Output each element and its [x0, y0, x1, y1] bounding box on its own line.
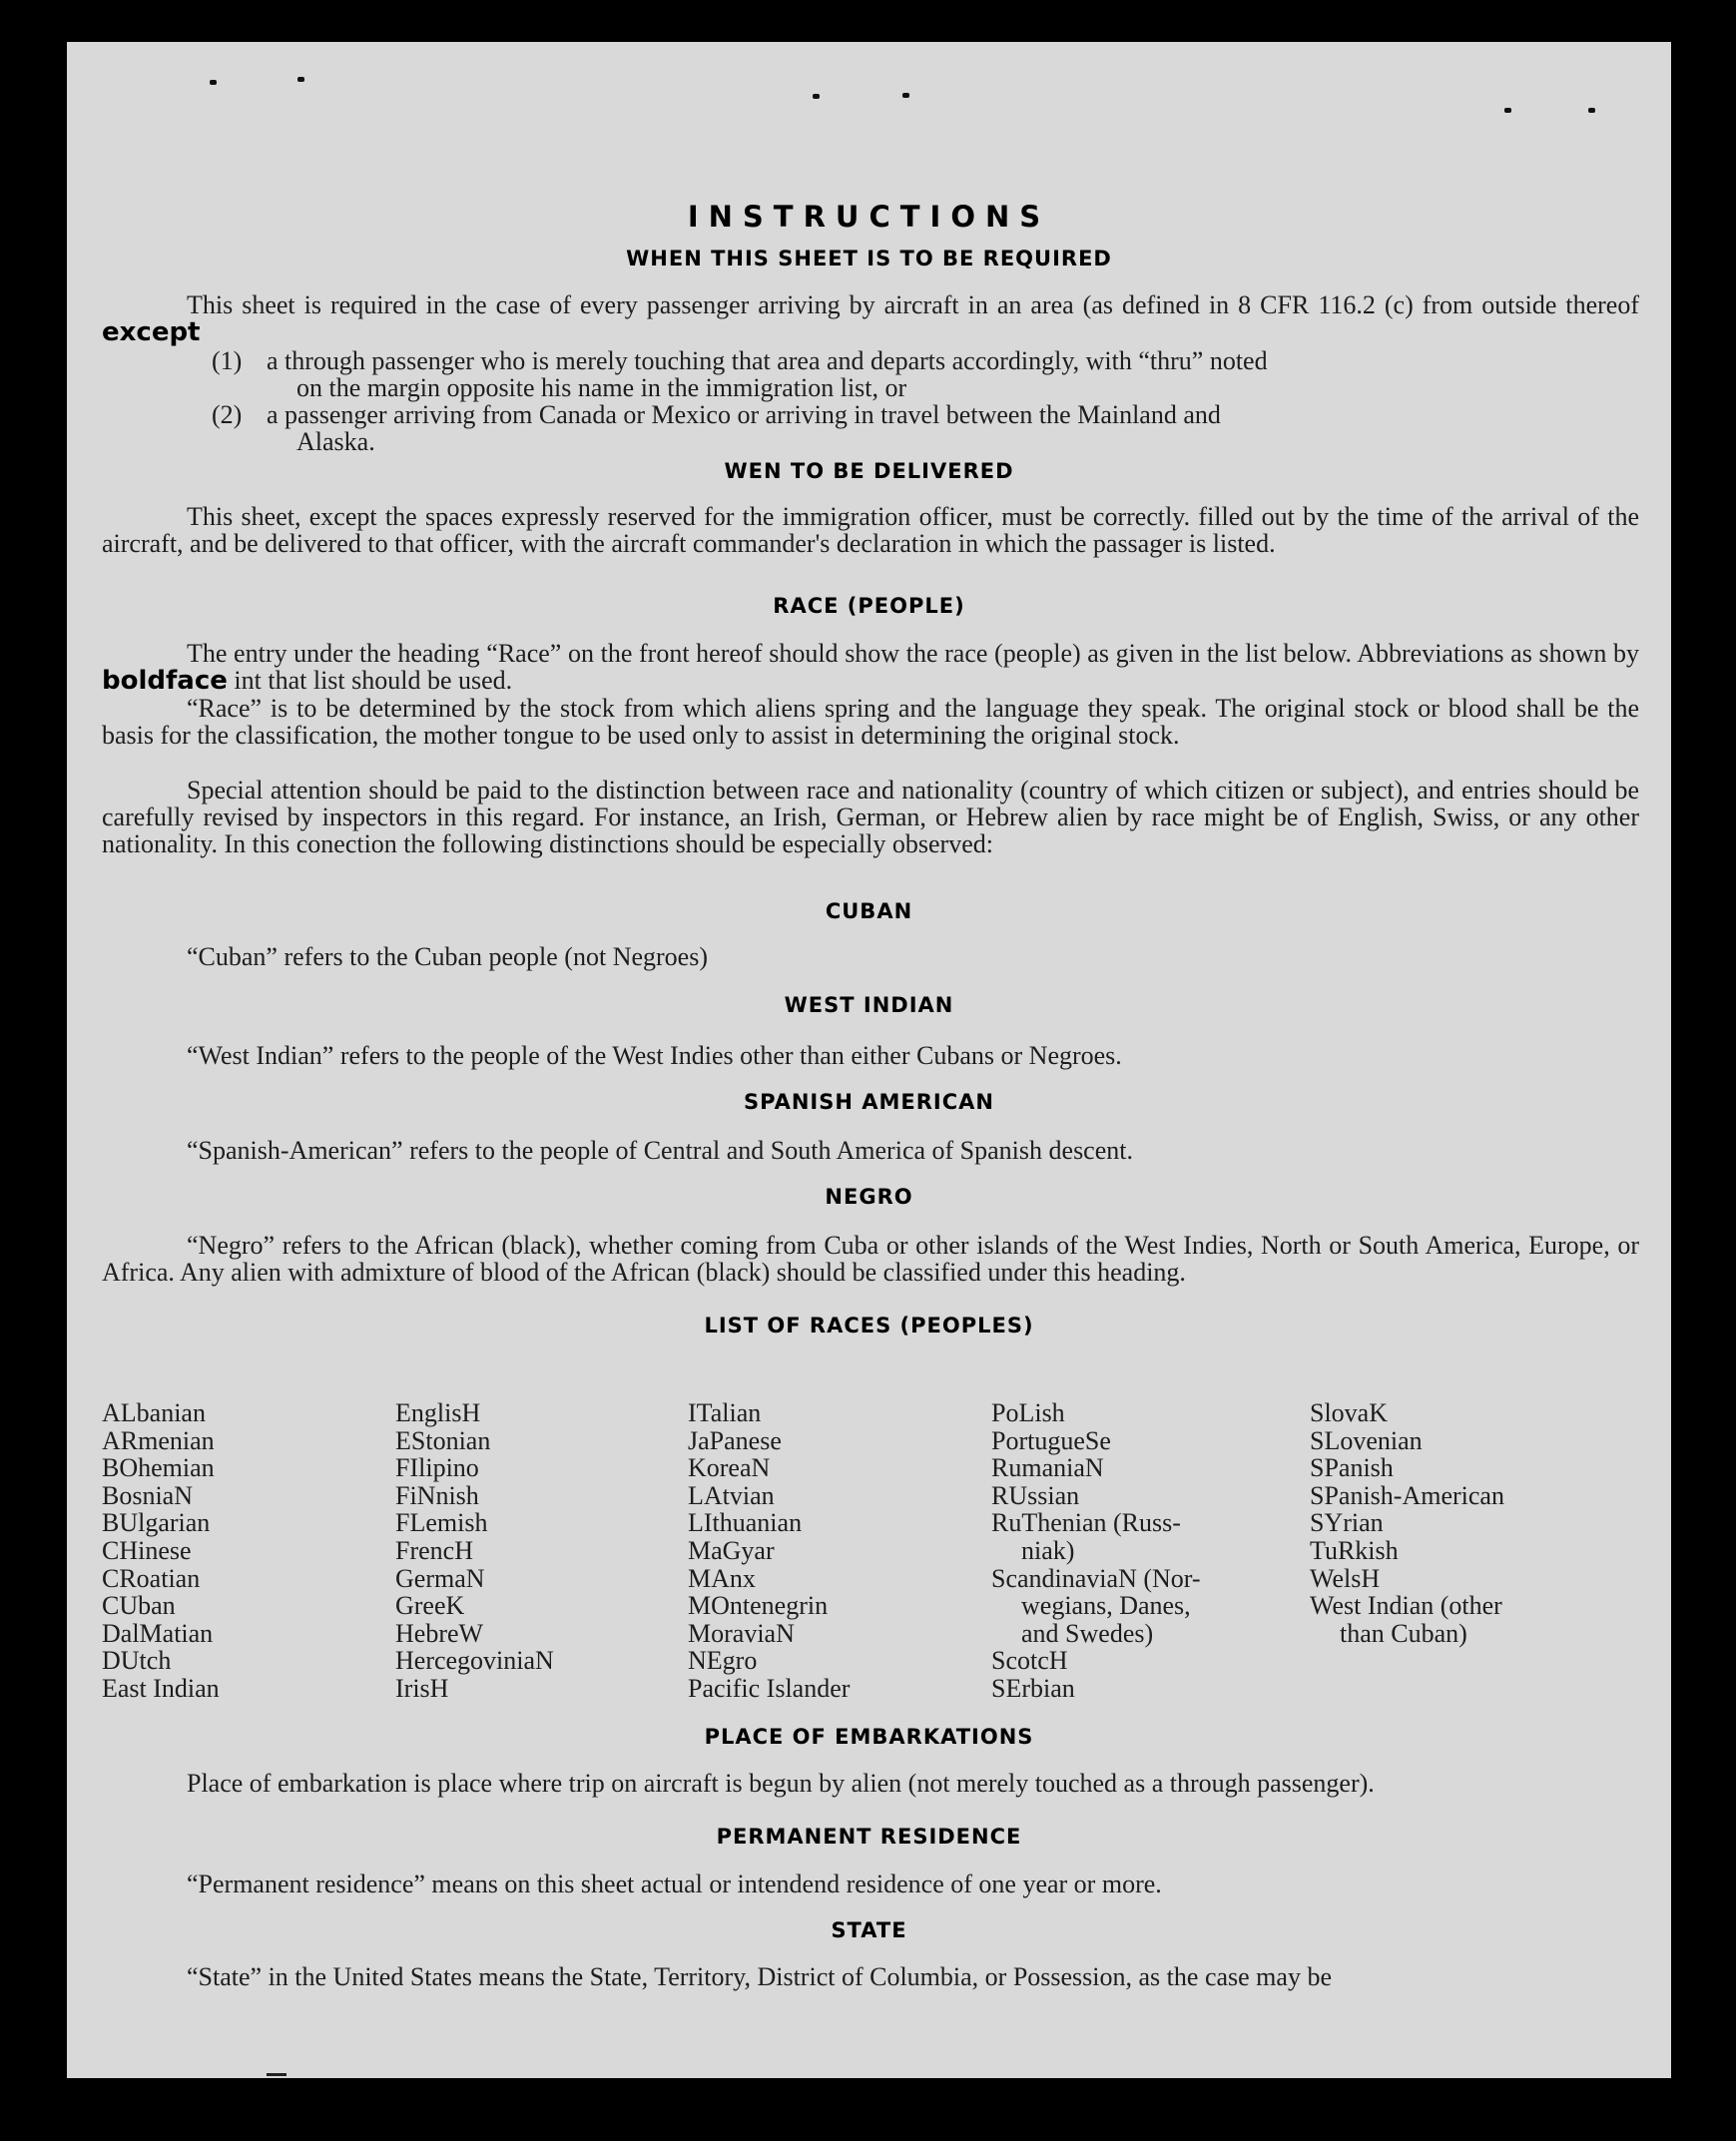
- race-entry: IrisH: [395, 1673, 449, 1703]
- spanish-american-text: “Spanish-American” refers to the people of Central and South America of Spanish descent.: [187, 1136, 1133, 1165]
- race-list-column-3: [688, 1399, 850, 1703]
- race-entry: LIthuanian: [688, 1508, 803, 1538]
- race-entry: PoLish: [991, 1398, 1065, 1427]
- punch-mark: [813, 94, 820, 99]
- cuban-text: “Cuban” refers to the Cuban people (not Negroes): [187, 942, 708, 971]
- permanent-residence-text: “Permanent residence” means on this sheet actual or intendend residence of one year or more.: [187, 1870, 1162, 1898]
- race-entry: Pacific Islander: [688, 1673, 851, 1703]
- race-entry: WelsH: [1310, 1563, 1381, 1593]
- race-entry: East Indian: [102, 1673, 220, 1703]
- race-entry: MoraviaN: [688, 1618, 795, 1648]
- race-paragraph-3: Special attention should be paid to the distinction between race and nationality (country of which citizen or subject), and entries should be carefully revised by inspectors in this regard. For instance, an Irish, German, or Hebrew alien by race might be of English, Swiss, or any other nationality. In this conection the following distinctions should be especially observed:: [102, 776, 1639, 858]
- race-list-column-1: [102, 1399, 220, 1703]
- race-entry: CRoatian: [102, 1563, 201, 1593]
- race-entry: BOhemian: [102, 1453, 215, 1483]
- race-entry: SlovaK: [1310, 1398, 1388, 1427]
- document-sheet: [67, 42, 1671, 2078]
- race-entry: BosniaN: [102, 1480, 193, 1510]
- scan-mark: [267, 2073, 287, 2076]
- race-entry: BUlgarian: [102, 1508, 211, 1538]
- race-list-column-5: [1310, 1399, 1504, 1647]
- race-entry: MOntenegrin: [688, 1591, 829, 1621]
- page-title: INSTRUCTIONS: [687, 200, 1051, 234]
- race-entry-continued: wegians, Danes,: [1021, 1591, 1191, 1621]
- race-entry: FLemish: [395, 1508, 488, 1538]
- race-entry-continued: and Swedes): [1021, 1618, 1154, 1648]
- race-entry: DUtch: [102, 1646, 172, 1676]
- race-entry-continued: niak): [1021, 1535, 1075, 1565]
- race-entry: JaPanese: [688, 1425, 782, 1455]
- when-delivered-text: This sheet, except the spaces expressly reserved for the immigration officer, must be correctly. filled out by the time of the arrival of the aircraft, and be delivered to that officer, with the aircraft commander's declaration in which the passager is listed.: [102, 502, 1639, 558]
- race-entry: KoreaN: [688, 1453, 771, 1483]
- race-entry: GermaN: [395, 1563, 485, 1593]
- punch-mark: [1504, 108, 1511, 113]
- punch-mark: [297, 77, 304, 82]
- heading-negro: NEGRO: [825, 1185, 913, 1209]
- race-entry: SLovenian: [1310, 1425, 1423, 1455]
- race-paragraph-2: “Race” is to be determined by the stock from which aliens spring and the language they speak. The original stock or blood shall be the basis for the classification, the mother tongue to be used only to assist in determining the original stock.: [102, 694, 1639, 750]
- except-bold: except: [102, 317, 201, 347]
- race-entry: SErbian: [991, 1673, 1075, 1703]
- embarkation-text: Place of embarkation is place where trip on aircraft is begun by alien (not merely touched as a through passenger).: [187, 1769, 1375, 1798]
- race-entry: EStonian: [395, 1425, 491, 1455]
- race-entry: MAnx: [688, 1563, 756, 1593]
- race-entry: TuRkish: [1310, 1535, 1399, 1565]
- race-entry: CHinese: [102, 1535, 192, 1565]
- heading-when-required: WHEN THIS SHEET IS TO BE REQUIRED: [626, 247, 1112, 270]
- race-entry: DalMatian: [102, 1618, 214, 1648]
- heading-race: RACE (PEOPLE): [773, 594, 965, 618]
- race-entry: RumaniaN: [991, 1453, 1104, 1483]
- race-list-column-4: [991, 1399, 1201, 1703]
- heading-embarkation: PLACE OF EMBARKATIONS: [704, 1725, 1034, 1749]
- heading-spanish-american: SPANISH AMERICAN: [744, 1090, 994, 1114]
- boldface-bold: boldface: [102, 666, 228, 696]
- race-entry: ScotcH: [991, 1646, 1068, 1676]
- race-entry: HebreW: [395, 1618, 484, 1648]
- race-entry: NEgro: [688, 1646, 758, 1676]
- heading-when-delivered: WEN TO BE DELIVERED: [724, 459, 1014, 483]
- punch-mark: [1588, 108, 1595, 113]
- race-entry: EnglisH: [395, 1398, 481, 1427]
- race-entry: PortugueSe: [991, 1425, 1111, 1455]
- heading-cuban: CUBAN: [825, 899, 913, 923]
- heading-list-of-races: LIST OF RACES (PEOPLES): [704, 1314, 1034, 1338]
- race-entry: ARmenian: [102, 1425, 215, 1455]
- race-entry: SPanish-American: [1310, 1480, 1504, 1510]
- race-entry: FIlipino: [395, 1453, 479, 1483]
- race-entry: GreeK: [395, 1591, 465, 1621]
- race-entry: West Indian (other: [1310, 1591, 1502, 1621]
- punch-mark: [902, 93, 909, 98]
- race-entry: SYrian: [1310, 1508, 1384, 1538]
- west-indian-text: “West Indian” refers to the people of the West Indies other than either Cubans or Negroes.: [187, 1041, 1122, 1070]
- heading-permanent-residence: PERMANENT RESIDENCE: [716, 1825, 1022, 1849]
- race-entry: CUban: [102, 1591, 176, 1621]
- race-entry: HercegoviniaN: [395, 1646, 554, 1676]
- when-required-intro: This sheet is required in the case of every passenger arriving by aircraft in an area (as defined in 8 CFR 116.2 (c) from outside thereof except: [102, 290, 1639, 347]
- exception-item-2: (2) a passenger arriving from Canada or Mexico or arriving in travel between the Mainland and Alaska.: [212, 400, 1221, 456]
- race-entry: LAtvian: [688, 1480, 775, 1510]
- race-entry: SPanish: [1310, 1453, 1394, 1483]
- race-entry: ScandinaviaN (Nor-: [991, 1563, 1201, 1593]
- punch-mark: [210, 80, 217, 85]
- race-paragraph-1: The entry under the heading “Race” on the front hereof should show the race (people) as given in the list below. Abbreviations as shown by boldface int that list should be used.: [102, 639, 1639, 696]
- race-entry: FrencH: [395, 1535, 473, 1565]
- race-entry-continued: than Cuban): [1340, 1618, 1467, 1648]
- race-entry: ALbanian: [102, 1398, 206, 1427]
- exception-item-1: (1) a through passenger who is merely touching that area and departs accordingly, with “thru” noted on the margin opposite his name in the immigration list, or: [212, 346, 1268, 402]
- race-list-column-2: [395, 1399, 554, 1703]
- race-entry: FiNnish: [395, 1480, 479, 1510]
- race-entry: ITalian: [688, 1398, 762, 1427]
- heading-west-indian: WEST INDIAN: [784, 993, 954, 1017]
- race-entry: RUssian: [991, 1480, 1080, 1510]
- race-entry: RuThenian (Russ-: [991, 1508, 1181, 1538]
- heading-state: STATE: [831, 1918, 907, 1942]
- negro-text: “Negro” refers to the African (black), whether coming from Cuba or other islands of the West Indies, North or South America, Europe, or Africa. Any alien with admixture of blood of the African (black) should be classified under this heading.: [102, 1231, 1639, 1287]
- state-text: “State” in the United States means the State, Territory, District of Columbia, or Possession, as the case may be: [187, 1962, 1332, 1991]
- race-entry: MaGyar: [688, 1535, 775, 1565]
